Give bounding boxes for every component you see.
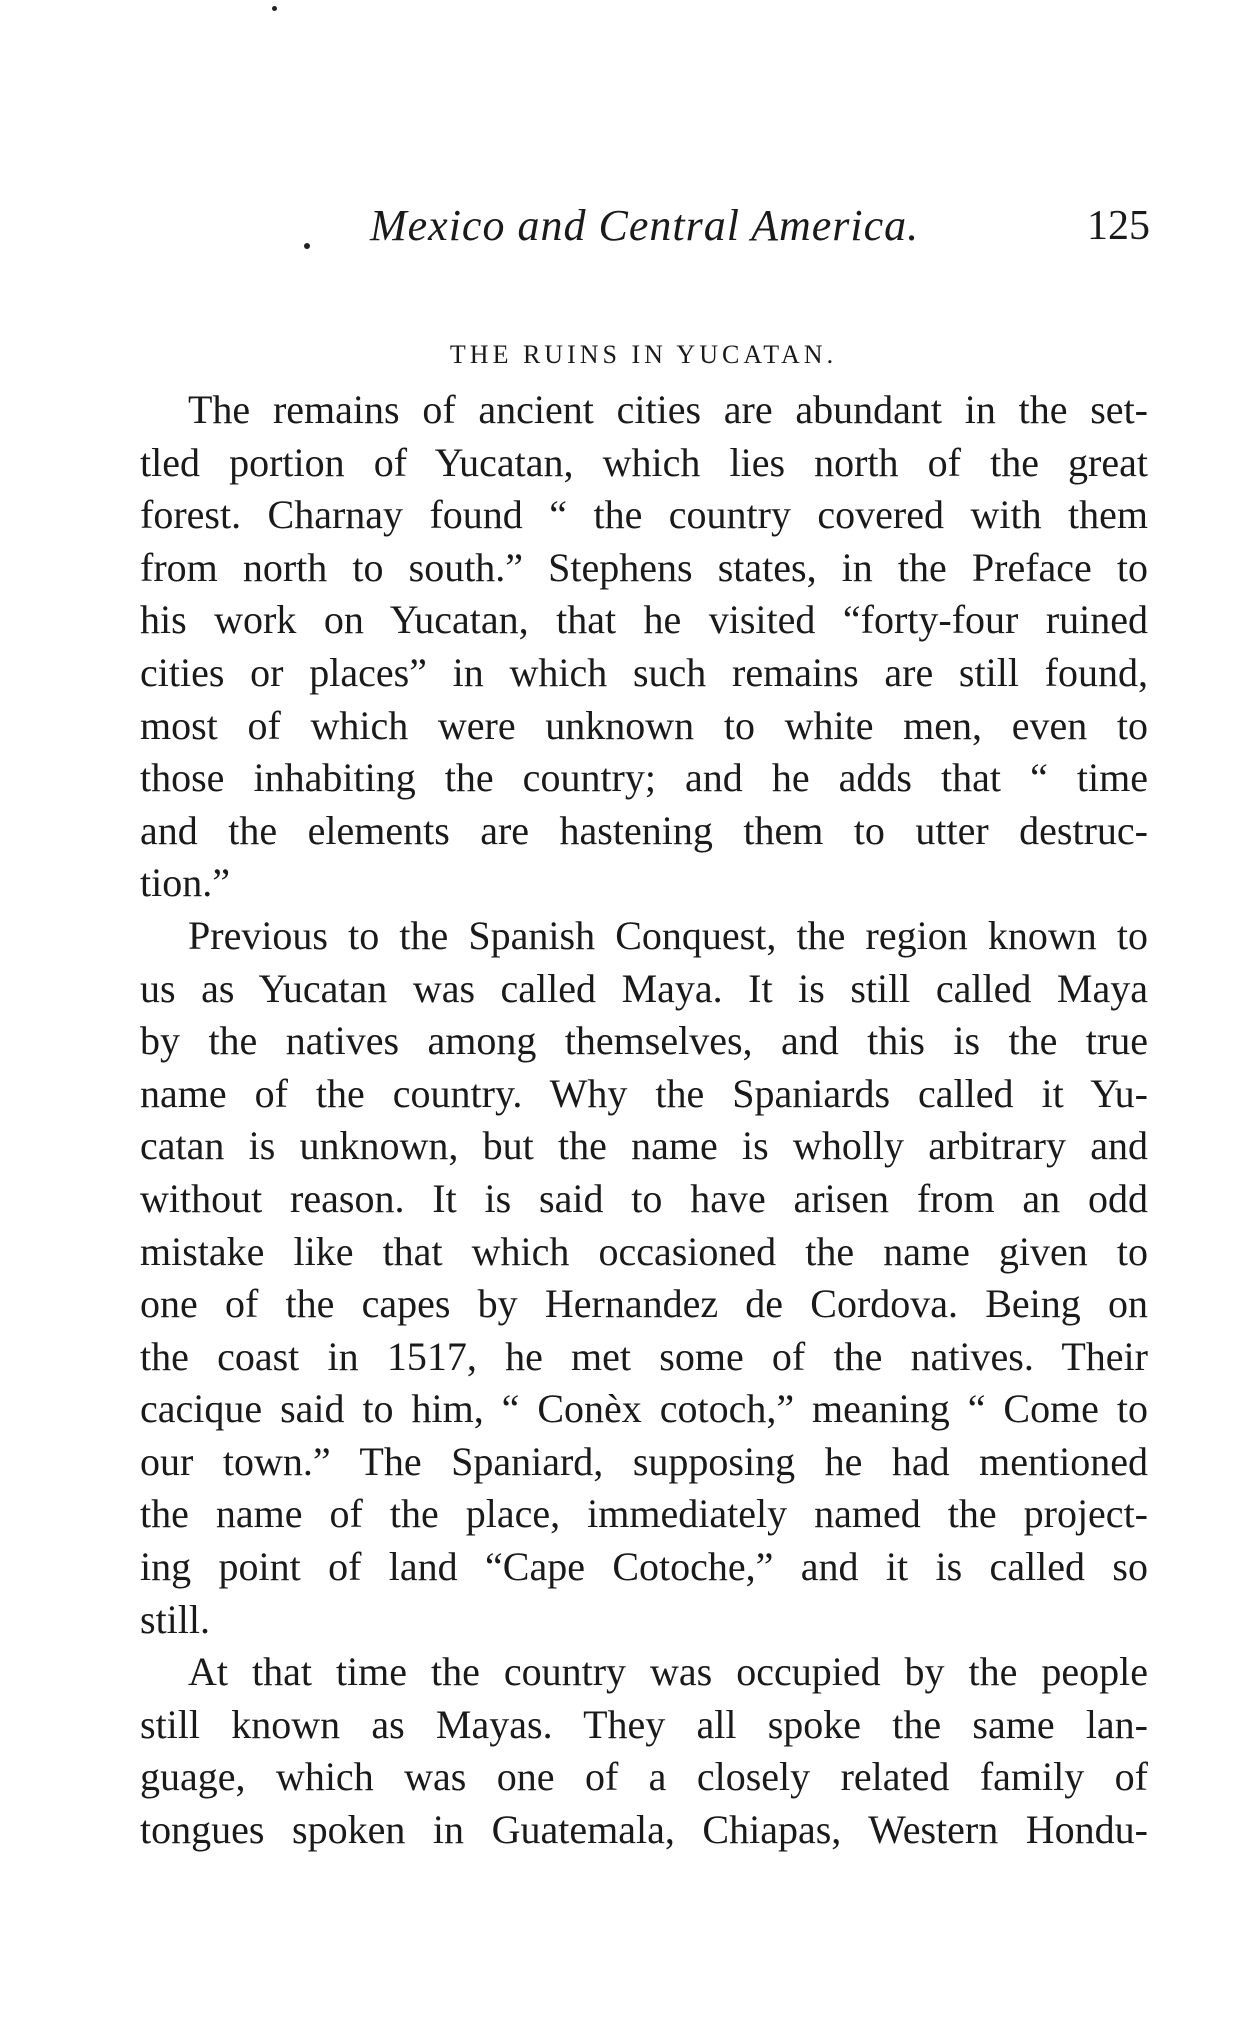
text-line: most of which were unknown to white men, even to [140,702,1148,748]
body-text [140,384,1148,1857]
paragraph [140,910,1148,1646]
text-line: by the natives among themselves, and this is the true [140,1018,1148,1064]
text-line: one of the capes by Hernandez de Cordova. Being on [140,1281,1148,1327]
text-line: At that time the country was occupied by the people [188,1649,1148,1695]
text-line: catan is unknown, but the name is wholly arbitrary and [140,1123,1148,1169]
ink-speck [272,6,277,11]
text-line: tongues spoken in Guatemala, Chiapas, Western Hondu- [140,1807,1148,1853]
running-header [370,200,1150,252]
text-line: mistake like that which occasioned the name given to [140,1228,1148,1274]
text-line: name of the country. Why the Spaniards called it Yu- [140,1070,1148,1116]
text-line: tled portion of Yucatan, which lies north of the great [140,439,1148,485]
text-line: our town.” The Spaniard, supposing he had mentioned [140,1438,1148,1484]
text-line: ing point of land “Cape Cotoche,” and it is called so [140,1544,1148,1590]
text-line: still known as Mayas. They all spoke the same lan- [140,1701,1148,1747]
text-line: forest. Charnay found “ the country covered with them [140,492,1148,538]
text-line: guage, which was one of a closely related family of [140,1754,1148,1800]
text-line: and the elements are hastening them to utter destruc- [140,807,1148,853]
text-line: cities or places” in which such remains are still found, [140,649,1148,695]
section-heading: THE RUINS IN YUCATAN. [449,340,838,369]
text-line: us as Yucatan was called Maya. It is still called Maya [140,965,1148,1011]
ink-speck [304,243,310,249]
text-line: without reason. It is said to have arisen from an odd [140,1175,1148,1221]
text-line: cacique said to him, “ Conèx cotoch,” meaning “ Come to [140,1386,1148,1432]
text-line: the name of the place, immediately named the project- [140,1491,1148,1537]
text-line: from north to south.” Stephens states, in the Preface to [140,544,1148,590]
text-line: Previous to the Spanish Conquest, the region known to [188,912,1148,958]
text-line: tion.” [140,860,230,906]
text-line: his work on Yucatan, that he visited “forty-four ruined [140,597,1148,643]
paragraph [140,384,1148,910]
text-line: the coast in 1517, he met some of the natives. Their [140,1333,1148,1379]
text-line: those inhabiting the country; and he adds that “ time [140,755,1148,801]
running-title: Mexico and Central America. [370,201,920,250]
text-line: The remains of ancient cities are abundant in the set- [188,387,1148,432]
paragraph [140,1646,1148,1856]
page-number: 125 [1087,203,1150,249]
text-line: still. [140,1596,211,1642]
